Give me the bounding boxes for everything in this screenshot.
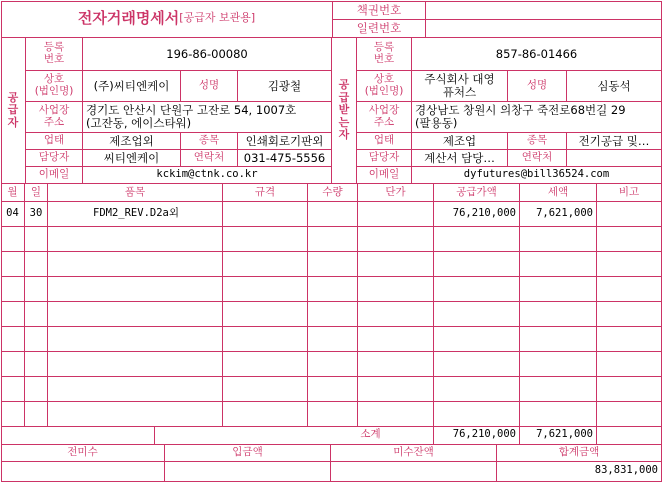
grid-line xyxy=(1,351,662,352)
grid-line xyxy=(25,132,332,133)
grid-line xyxy=(237,132,238,166)
book-no-value xyxy=(426,2,661,19)
grid-line xyxy=(1,326,662,327)
grid-line xyxy=(330,444,331,481)
col-supply-amount-header: 공급가액 xyxy=(456,185,497,198)
col-qty-header: 수량 xyxy=(322,185,343,198)
grid-line xyxy=(1,301,662,302)
item-month: 04 xyxy=(6,207,19,220)
buyer-manager: 계산서 담당… xyxy=(424,150,495,165)
grid-line xyxy=(24,183,25,426)
supplier-biz-type-label: 업태 xyxy=(43,134,65,147)
subtotal-tax: 7,621,000 xyxy=(536,427,593,440)
grid-line xyxy=(357,183,358,426)
grid-line xyxy=(82,37,83,183)
grid-line xyxy=(164,444,165,481)
grid-line xyxy=(25,70,332,71)
grid-line xyxy=(1,251,662,252)
title-subtitle: [공급자 보관용] xyxy=(179,10,256,24)
grid-line xyxy=(1,461,662,462)
total-value: 83,831,000 xyxy=(594,464,658,477)
grid-line xyxy=(496,444,497,481)
col-month-header: 월 xyxy=(7,185,18,198)
unpaid-balance-value xyxy=(331,462,496,480)
buyer-email: dyfutures@bill36524.com xyxy=(463,168,610,181)
grid-line xyxy=(356,149,662,150)
subtotal-supply-amount: 76,210,000 xyxy=(452,427,516,440)
deposit-value xyxy=(165,462,330,480)
unpaid-balance-label: 미수잔액 xyxy=(393,445,434,458)
supplier-ceo: 김광철 xyxy=(267,78,302,93)
subtotal-label: 소계 xyxy=(360,427,381,440)
supplier-contact-label: 연락처 xyxy=(193,151,225,164)
grid-line xyxy=(1,201,662,202)
grid-line xyxy=(331,37,332,183)
buyer-address-label: 사업장 주소 xyxy=(368,104,400,128)
grid-line xyxy=(1,183,662,184)
supplier-company: (주)씨티엔케이 xyxy=(93,78,170,93)
grid-line xyxy=(1,426,662,427)
grid-line xyxy=(154,426,155,444)
grid-line xyxy=(1,444,662,445)
grid-line xyxy=(180,70,181,101)
buyer-email-label: 이메일 xyxy=(368,168,400,181)
buyer-contact xyxy=(567,150,661,166)
buyer-side-label: 공 급 받 는 자 xyxy=(338,77,350,142)
grid-line xyxy=(411,37,412,183)
supplier-biz-item: 인쇄회로기판외 xyxy=(245,133,324,148)
grid-line xyxy=(356,101,662,102)
grid-line xyxy=(25,37,26,183)
buyer-biz-type-label: 업태 xyxy=(373,134,395,147)
grid-line xyxy=(507,132,508,166)
supplier-address: 경기도 안산시 단원구 고잔로 54, 1007호 (고잔동, 에이스타워) xyxy=(86,103,297,130)
grid-line xyxy=(222,183,223,426)
grid-line xyxy=(180,132,181,166)
buyer-biz-type: 제조업 xyxy=(442,133,477,148)
col-unit-price-header: 단가 xyxy=(385,185,406,198)
item-day: 30 xyxy=(29,207,43,220)
grid-line xyxy=(566,70,567,101)
supplier-manager-label: 담당자 xyxy=(38,151,70,164)
prev-balance-value xyxy=(1,462,164,480)
buyer-ceo-label: 성명 xyxy=(526,79,548,92)
document-title xyxy=(1,2,332,34)
grid-line xyxy=(307,183,308,426)
grid-line xyxy=(433,426,434,444)
supplier-company-label: 상호 (법인명) xyxy=(34,73,74,97)
grid-line xyxy=(356,70,662,71)
supplier-reg-no-label: 등록 번호 xyxy=(43,41,65,65)
grid-line xyxy=(1,226,662,227)
grid-line xyxy=(47,183,48,426)
buyer-company-label: 상호 (법인명) xyxy=(364,73,404,97)
supplier-contact: 031-475-5556 xyxy=(243,150,326,165)
buyer-reg-no: 857-86-01466 xyxy=(495,46,578,61)
supplier-ceo-label: 성명 xyxy=(198,79,220,92)
grid-line xyxy=(356,166,662,167)
buyer-contact-label: 연락처 xyxy=(521,151,553,164)
grid-line xyxy=(25,166,332,167)
prev-balance-label: 전미수 xyxy=(67,445,98,458)
supplier-biz-type: 제조업외 xyxy=(109,133,154,148)
supplier-reg-no: 196-86-00080 xyxy=(166,46,248,61)
buyer-ceo: 심동석 xyxy=(597,78,631,93)
book-no-label: 책권번호 xyxy=(356,3,402,18)
buyer-reg-no-label: 등록 번호 xyxy=(373,41,395,65)
supplier-email-label: 이메일 xyxy=(38,168,70,181)
buyer-biz-item-label: 종목 xyxy=(526,134,548,147)
grid-line xyxy=(356,37,357,183)
supplier-manager: 씨티엔케이 xyxy=(103,150,160,165)
col-tax-header: 세액 xyxy=(547,185,569,198)
supplier-biz-item-label: 종목 xyxy=(198,134,220,147)
supplier-email: kckim@ctnk.co.kr xyxy=(156,168,258,181)
grid-line xyxy=(1,401,662,402)
grid-line xyxy=(433,183,434,426)
grid-line xyxy=(596,183,597,426)
supplier-side-label: 공 급 자 xyxy=(7,90,19,129)
buyer-company: 주식회사 대영 퓨처스 xyxy=(424,72,495,99)
grid-line xyxy=(519,426,520,444)
item-tax: 7,621,000 xyxy=(536,207,593,220)
buyer-manager-label: 담당자 xyxy=(368,151,400,164)
deposit-label: 입금액 xyxy=(232,445,263,458)
grid-line xyxy=(25,101,332,102)
serial-no-label: 일련번호 xyxy=(356,21,402,36)
grid-line xyxy=(25,149,332,150)
buyer-address: 경상남도 창원시 의창구 죽전로68번길 29 (팔용동) xyxy=(415,103,626,130)
grid-line xyxy=(1,376,662,377)
col-day-header: 일 xyxy=(30,185,42,198)
grid-line xyxy=(356,132,662,133)
grid-line xyxy=(332,19,662,20)
col-note-header: 비고 xyxy=(618,185,640,198)
col-product-header: 품목 xyxy=(124,185,146,198)
grid-line xyxy=(519,183,520,426)
grid-line xyxy=(507,70,508,101)
item-supply-amount: 76,210,000 xyxy=(452,207,516,220)
buyer-biz-item: 전기공급 및… xyxy=(578,133,650,148)
col-spec-header: 규격 xyxy=(254,185,276,198)
total-label: 합계금액 xyxy=(558,445,600,458)
grid-line xyxy=(1,276,662,277)
supplier-address-label: 사업장 주소 xyxy=(38,104,70,128)
grid-line xyxy=(566,132,567,166)
title-text: 전자거래명세서 xyxy=(77,8,180,27)
item-product: FDM2_REV.D2a외 xyxy=(93,207,180,220)
grid-line xyxy=(237,70,238,101)
serial-no-value xyxy=(426,20,661,37)
grid-line xyxy=(596,426,597,444)
